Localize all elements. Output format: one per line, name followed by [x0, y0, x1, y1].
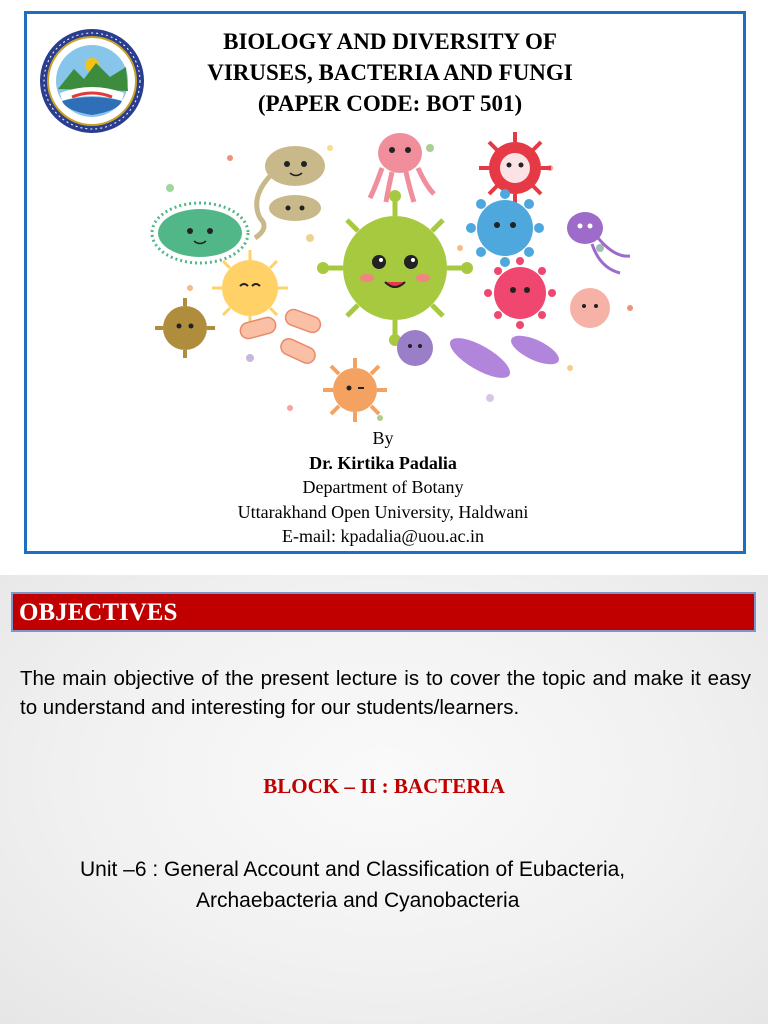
unit-line-1: Unit –6 : General Account and Classification of Eubacteria, — [80, 858, 626, 881]
unit-text — [80, 854, 740, 916]
cartoon-microbes-illustration — [130, 128, 650, 428]
course-title — [150, 26, 630, 119]
author-name: Dr. Kirtika Padalia — [309, 452, 457, 473]
unit-line-2: Archaebacteria and Cyanobacteria — [196, 889, 520, 912]
department: Department of Botany — [302, 477, 464, 497]
title-line-2: VIRUSES, BACTERIA AND FUNGI — [207, 60, 573, 85]
by-label: By — [372, 428, 394, 448]
objective-text: The main objective of the present lecture is to cover the topic and make it easy to understand and interesting for our students/learners. — [20, 667, 751, 719]
block-title: BLOCK – II : BACTERIA — [263, 774, 505, 798]
objectives-title: OBJECTIVES — [19, 599, 178, 626]
university: Uttarakhand Open University, Haldwani — [237, 501, 529, 522]
objectives-slide — [0, 575, 768, 1024]
title-line-1: BIOLOGY AND DIVERSITY OF — [223, 29, 557, 54]
objectives-header-bar — [11, 592, 756, 632]
university-seal-icon — [38, 27, 146, 135]
email: E-mail: kpadalia@uou.ac.in — [281, 526, 484, 546]
title-line-3: (PAPER CODE: BOT 501) — [257, 91, 523, 116]
author-block — [150, 426, 616, 549]
